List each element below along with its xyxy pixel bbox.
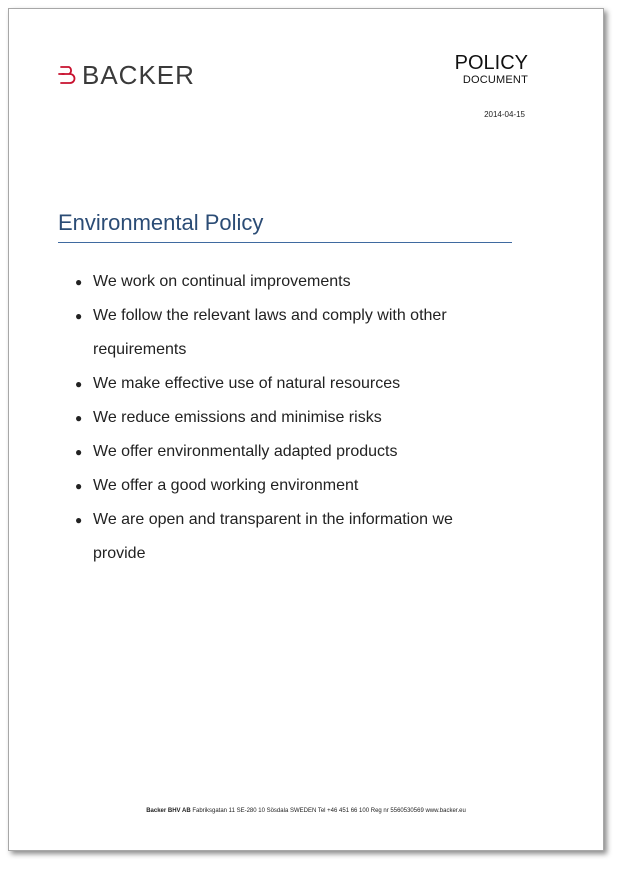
bullet-icon: ● — [75, 275, 83, 289]
list-item-text: We make effective use of natural resources — [93, 375, 401, 392]
list-item — [75, 503, 495, 571]
list-item — [75, 367, 495, 401]
footer-company: Backer BHV AB — [146, 808, 191, 814]
policy-list — [75, 265, 495, 571]
list-item-text: We work on continual improvements — [93, 273, 351, 290]
footer-address: Fabriksgatan 11 SE-280 10 Sösdala SWEDEN — [192, 808, 317, 814]
footer-phone: Tel +46 451 66 100 — [317, 808, 370, 814]
list-item-text: We offer a good working environment — [93, 477, 359, 494]
list-item — [75, 435, 495, 469]
company-logo — [58, 60, 195, 90]
backer-logo-icon — [58, 63, 76, 87]
document-type — [455, 52, 528, 86]
list-item — [75, 299, 495, 367]
document-date: 2014-04-15 — [484, 110, 525, 119]
bullet-icon: ● — [75, 377, 83, 391]
bullet-icon: ● — [75, 445, 83, 459]
document-type-line1: POLICY — [454, 52, 528, 74]
list-item — [75, 469, 495, 503]
document-type-line2: DOCUMENT — [462, 74, 528, 86]
list-item-text: We follow the relevant laws and comply with other requirements — [93, 307, 447, 358]
bullet-icon: ● — [75, 411, 83, 425]
page-title: Environmental Policy — [58, 208, 512, 243]
bullet-icon: ● — [75, 309, 83, 323]
list-item — [75, 265, 495, 299]
footer-reg-number: Reg nr 5560530569 — [370, 808, 424, 814]
page-footer — [9, 808, 603, 814]
document-page — [8, 8, 604, 851]
logo-text: BACKER — [82, 60, 195, 90]
list-item-text: We are open and transparent in the information we provide — [93, 511, 453, 562]
list-item — [75, 401, 495, 435]
list-item-text: We reduce emissions and minimise risks — [93, 409, 382, 426]
bullet-icon: ● — [75, 513, 83, 527]
list-item-text: We offer environmentally adapted products — [93, 443, 398, 460]
bullet-icon: ● — [75, 479, 83, 493]
footer-website: www.backer.eu — [425, 808, 466, 814]
